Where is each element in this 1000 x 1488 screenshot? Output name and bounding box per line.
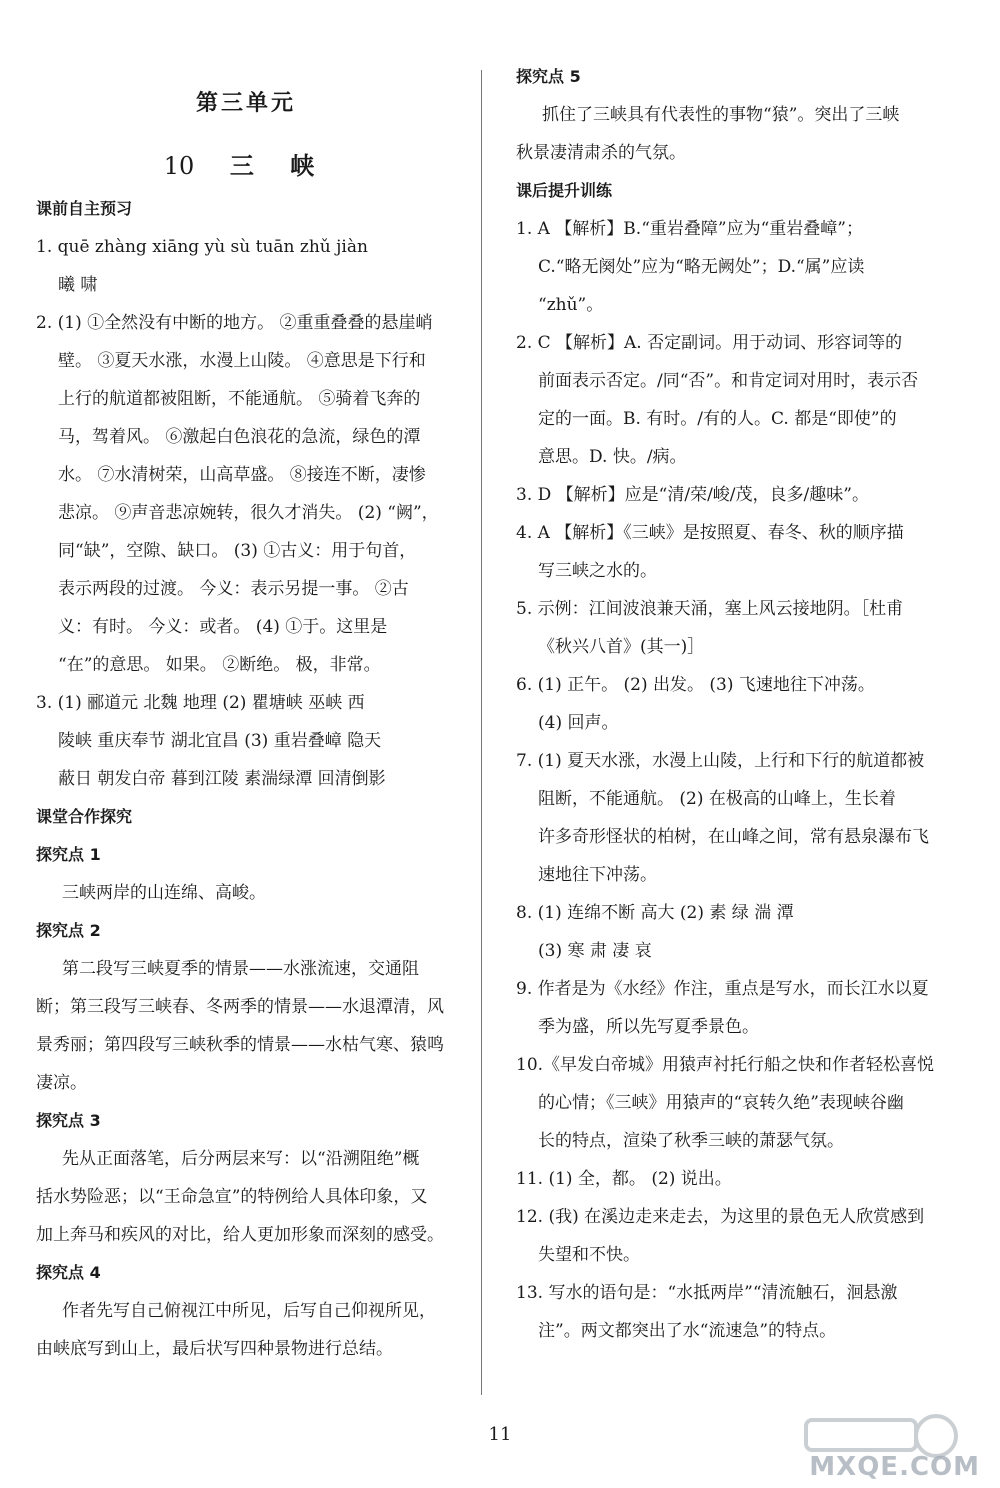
- answer-line: 义：有时。 今义：或者。 (4) ①于。这里是: [58, 617, 388, 637]
- answer-line: 《秋兴八首》(其一)］: [538, 637, 705, 657]
- answer-line: 定的一面。B. 有时。/有的人。C. 都是“即使”的: [538, 409, 897, 429]
- answer-line: 10.《早发白帝城》用猿声衬托行船之快和作者轻松喜悦: [516, 1055, 935, 1075]
- explore-text: 抓住了三峡具有代表性的事物“猿”。突出了三峡: [542, 105, 900, 125]
- answer-line: 6. (1) 正午。 (2) 出发。 (3) 飞速地往下冲荡。: [516, 675, 875, 695]
- page-number: 11: [488, 1424, 512, 1445]
- answer-line: 2. (1) ①全然没有中断的地方。 ②重重叠叠的悬崖峭: [36, 313, 433, 333]
- answer-line: 1. A 【解析】B.“重岩叠障”应为“重岩叠嶂”；: [516, 219, 863, 239]
- answer-line: 12. (我) 在溪边走来走去，为这里的景色无人欣赏感到: [516, 1207, 925, 1227]
- explore-text: 先从正面落笔，后分两层来写：以“沿溯阻绝”概: [62, 1149, 420, 1169]
- explore-text: 由峡底写到山上，最后状写四种景物进行总结。: [36, 1339, 393, 1359]
- answer-line: (4) 回声。: [538, 713, 619, 733]
- answer-line: 长的特点，渲染了秋季三峡的萧瑟气氛。: [538, 1131, 844, 1151]
- answer-line: 蔽日 朝发白帝 暮到江陵 素湍绿潭 回清倒影: [58, 769, 386, 789]
- answer-line: 表示两段的过渡。 今义：表示另提一事。 ②古: [58, 579, 409, 599]
- answer-line: 的心情；《三峡》用猿声的“哀转久绝”表现峡谷幽: [538, 1093, 904, 1113]
- explore-text: 加上奔马和疾风的对比，给人更加形象而深刻的感受。: [36, 1225, 444, 1245]
- answer-line: 2. C 【解析】A. 否定副词。用于动词、形容词等的: [516, 333, 903, 353]
- column-divider: [481, 70, 482, 1395]
- answer-line: 许多奇形怪状的柏树，在山峰之间，常有悬泉瀑布飞: [538, 827, 929, 847]
- explore-text: 秋景凄清肃杀的气氛。: [516, 143, 686, 163]
- explore-text: 三峡两岸的山连绵、高峻。: [62, 883, 266, 903]
- explore-text: 第二段写三峡夏季的情景——水涨流速，交通阻: [62, 959, 419, 979]
- answer-line: 季为盛，所以先写夏季景色。: [538, 1017, 759, 1037]
- explore-text: 凄凉。: [36, 1073, 87, 1093]
- answer-line: 8. (1) 连绵不断 高大 (2) 素 绿 湍 潭: [516, 903, 794, 923]
- answer-line: 5. 示例：江间波浪兼天涌，塞上风云接地阴。［杜甫: [516, 599, 904, 619]
- right-column: [516, 58, 935, 1350]
- answer-line: 陵峡 重庆奉节 湖北宜昌 (3) 重岩叠嶂 隐天: [58, 731, 382, 751]
- watermark-text: MXQE.COM: [809, 1452, 980, 1482]
- explore-point-title: 探究点 2: [36, 921, 101, 940]
- unit-title: 第三单元: [195, 91, 296, 116]
- answer-line: C.“略无阕处”应为“略无阙处”；D.“属”应读: [538, 257, 865, 277]
- answer-line: 同“缺”，空隙、缺口。 (3) ①古义：用于句首，: [58, 541, 417, 561]
- explore-text: 景秀丽；第四段写三峡秋季的情景——水枯气寒、猿鸣: [36, 1035, 444, 1055]
- left-column: [36, 190, 456, 1368]
- lesson-title: 三 峡: [229, 152, 329, 180]
- answer-line: 上行的航道都被阻断，不能通航。 ⑤骑着飞奔的: [58, 389, 421, 409]
- answer-line: 马，驾着风。 ⑥激起白色浪花的急流，绿色的潭: [58, 427, 421, 447]
- answer-line: 1. quē zhàng xiāng yù sù tuān zhǔ jiàn: [36, 237, 368, 257]
- explore-point-title: 探究点 3: [36, 1111, 101, 1130]
- answer-line: (3) 寒 肃 凄 哀: [538, 941, 652, 961]
- section-title: 课前自主预习: [36, 199, 133, 218]
- answer-line: 9. 作者是为《水经》作注，重点是写水，而长江水以夏: [516, 979, 929, 999]
- answer-line: 失望和不快。: [538, 1245, 640, 1265]
- answer-line: 11. (1) 全，都。 (2) 说出。: [516, 1169, 732, 1189]
- lesson-number: 10: [163, 152, 195, 180]
- answer-line: 3. (1) 郦道元 北魏 地理 (2) 瞿塘峡 巫峡 西: [36, 693, 365, 713]
- answer-line: 速地往下冲荡。: [538, 865, 657, 885]
- answer-line: 阻断，不能通航。 (2) 在极高的山峰上，生长着: [538, 789, 896, 809]
- answer-line: 注”。两文都突出了水“流速急”的特点。: [538, 1321, 837, 1341]
- lesson-heading: [36, 146, 456, 181]
- answer-line: “zhǔ”。: [538, 295, 604, 315]
- answer-line: 4. A 【解析】《三峡》是按照夏、春冬、秋的顺序描: [516, 523, 904, 543]
- answer-line: 壁。 ③夏天水涨，水漫上山陵。 ④意思是下行和: [58, 351, 426, 371]
- answer-line: 水。 ⑦水清树荣，山高草盛。 ⑧接连不断，凄惨: [58, 465, 426, 485]
- answer-line: 3. D 【解析】应是“清/荣/峻/茂，良多/趣味”。: [516, 485, 869, 505]
- explore-point-title: 探究点 1: [36, 845, 101, 864]
- answer-line: 悲凉。 ⑨声音悲凉婉转，很久才消失。 (2) “阙”，: [58, 503, 439, 523]
- answer-line: 7. (1) 夏天水涨，水漫上山陵，上行和下行的航道都被: [516, 751, 925, 771]
- explore-point-title: 探究点 5: [516, 67, 581, 86]
- explore-text: 断；第三段写三峡春、冬两季的情景——水退潭清，风: [36, 997, 444, 1017]
- answer-line: “在”的意思。 如果。 ②断绝。 极，非常。: [58, 655, 381, 675]
- section-title: 课堂合作探究: [36, 807, 133, 826]
- answer-line: 前面表示否定。/同“否”。和肯定词对用时，表示否: [538, 371, 919, 391]
- answer-line: 写三峡之水的。: [538, 561, 657, 581]
- answer-line: 意思。D. 快。/病。: [538, 447, 687, 467]
- explore-point-title: 探究点 4: [36, 1263, 101, 1282]
- explore-text: 括水势险恶；以“王命急宣”的特例给人具体印象，又: [36, 1187, 428, 1207]
- section-title: 课后提升训练: [516, 181, 613, 200]
- explore-text: 作者先写自己俯视江中所见，后写自己仰视所见，: [62, 1301, 436, 1321]
- answer-line: 13. 写水的语句是：“水抵两岸”“清流触石，洄悬激: [516, 1283, 898, 1303]
- answer-line: 曦 啸: [58, 275, 98, 295]
